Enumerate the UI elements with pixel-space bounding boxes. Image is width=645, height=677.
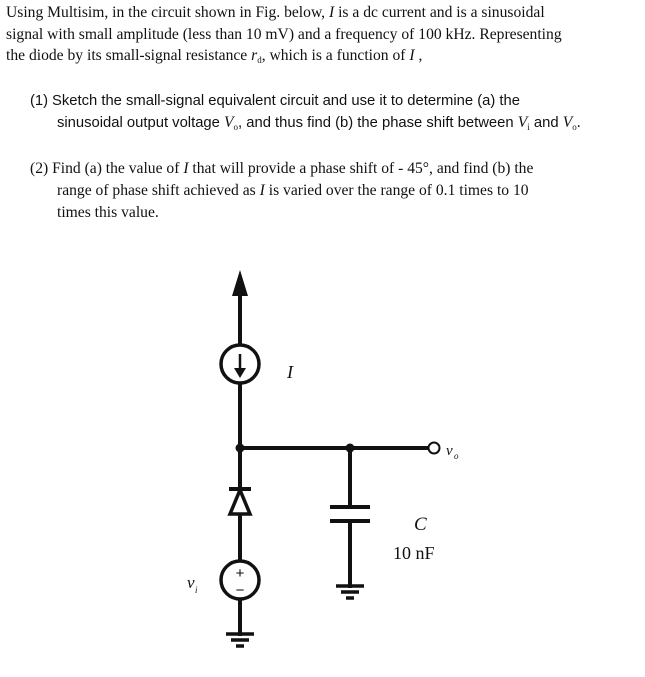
plus-sign: + [235, 565, 245, 582]
capacitor-label: C [414, 514, 427, 535]
q1-line-1: (1) Sketch the small-signal equivalent circuit and use it to determine (a) the [30, 93, 520, 109]
q2-line-3: times this value. [57, 204, 159, 221]
current-label: I [287, 362, 293, 382]
q2-line-1: (2) Find (a) the value of I that will provide a phase shift of - 45°, and find (b) the [30, 160, 534, 177]
input-label-sub: i [195, 585, 198, 595]
supply-arrow-icon [232, 270, 248, 296]
q2-line-2: range of phase shift achieved as I is varied over the range of 0.1 times to 10 [57, 182, 529, 199]
intro-line-1: Using Multisim, in the circuit shown in Fig. below, I is a dc current and is a sinusoidal [6, 4, 545, 21]
diode-icon [229, 489, 251, 514]
q1-line-2: sinusoidal output voltage $V_o$, and thus find (b) the phase shift between $V_i$ and $V_o$. [57, 114, 581, 132]
output-terminal [429, 443, 440, 454]
junction-dot [236, 444, 245, 453]
intro-line-2: signal with small amplitude (less than 10 mV) and a frequency of 100 kHz. Representing [6, 25, 562, 43]
capacitor-value: 10 nF [393, 543, 435, 563]
output-label-sub: o [454, 451, 459, 461]
minus-sign: − [235, 582, 245, 599]
junction-dot [346, 444, 355, 453]
intro-line-3: the diode by its small-signal resistance $r_d$, which is a function of I , [6, 47, 423, 65]
input-label: v [187, 573, 195, 592]
output-label: v [446, 443, 453, 459]
